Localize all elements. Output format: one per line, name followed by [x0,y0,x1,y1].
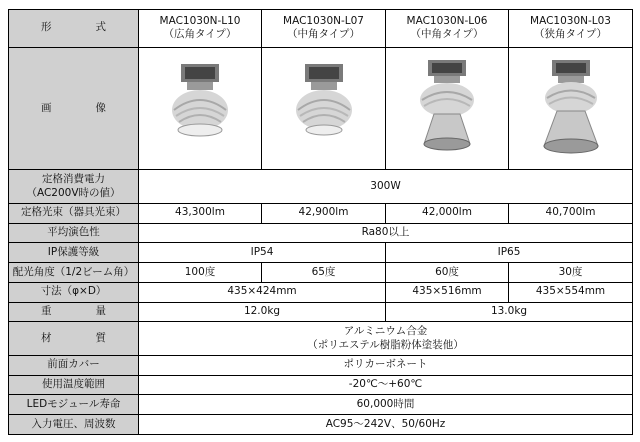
image-l07 [262,47,386,170]
dimension-row [9,282,633,302]
dimension-label: 寸法（φ×D） [9,282,139,302]
cri-value: Ra80以上 [139,223,633,243]
cri-label: 平均演色性 [9,223,139,243]
ip-value-ip54: IP54 [139,243,386,263]
led-lamp-reflector-medium-icon [414,58,480,158]
flux-value-l10: 43,300lm [139,203,262,223]
voltage-label: 入力電圧、周波数 [9,415,139,435]
image-l03 [509,47,633,170]
weight-value-12: 12.0kg [139,302,386,322]
model-l03: MAC1030N-L03 （狭角タイプ） [509,10,633,48]
beam-value-l07: 65度 [262,263,386,283]
beam-row [9,263,633,283]
weight-value-13: 13.0kg [386,302,633,322]
model-l10: MAC1030N-L10 （広角タイプ） [139,10,262,48]
ip-label: IP保護等級 [9,243,139,263]
material-label: 材 質 [9,322,139,355]
life-label: LEDモジュール寿命 [9,395,139,415]
led-lamp-wide-icon [167,60,233,156]
led-lamp-medium-icon [291,60,357,156]
beam-value-l06: 60度 [386,263,509,283]
temperature-value: -20℃～+60℃ [139,375,633,395]
weight-label: 重 量 [9,302,139,322]
voltage-value: AC95～242V、50/60Hz [139,415,633,435]
dimension-value-554: 435×554mm [509,282,633,302]
ip-value-ip65: IP65 [386,243,633,263]
power-value: 300W [139,170,633,203]
image-l06 [386,47,509,170]
cri-row [9,223,633,243]
cover-label: 前面カバー [9,355,139,375]
flux-label: 定格光束（器具光束） [9,203,139,223]
life-row [9,395,633,415]
flux-value-l06: 42,000lm [386,203,509,223]
beam-label: 配光角度（1/2ビーム角） [9,263,139,283]
model-l07: MAC1030N-L07 （中角タイプ） [262,10,386,48]
image-l10 [139,47,262,170]
header-row [9,10,633,48]
image-label: 画 像 [9,47,139,170]
cover-row [9,355,633,375]
model-label: 形 式 [9,10,139,48]
material-row [9,322,633,355]
flux-value-l07: 42,900lm [262,203,386,223]
beam-value-l03: 30度 [509,263,633,283]
image-row [9,47,633,170]
model-l06: MAC1030N-L06 （中角タイプ） [386,10,509,48]
temperature-row [9,375,633,395]
flux-row [9,203,633,223]
cover-value: ポリカーボネート [139,355,633,375]
led-lamp-reflector-narrow-icon [538,58,604,158]
dimension-value-516: 435×516mm [386,282,509,302]
spec-table [8,9,633,435]
weight-row [9,302,633,322]
voltage-row [9,415,633,435]
temperature-label: 使用温度範囲 [9,375,139,395]
life-value: 60,000時間 [139,395,633,415]
power-label: 定格消費電力 （AC200V時の値） [9,170,139,203]
power-row [9,170,633,203]
flux-value-l03: 40,700lm [509,203,633,223]
dimension-value-424: 435×424mm [139,282,386,302]
beam-value-l10: 100度 [139,263,262,283]
material-value: アルミニウム合金 （ポリエステル樹脂粉体塗装他） [139,322,633,355]
ip-row [9,243,633,263]
